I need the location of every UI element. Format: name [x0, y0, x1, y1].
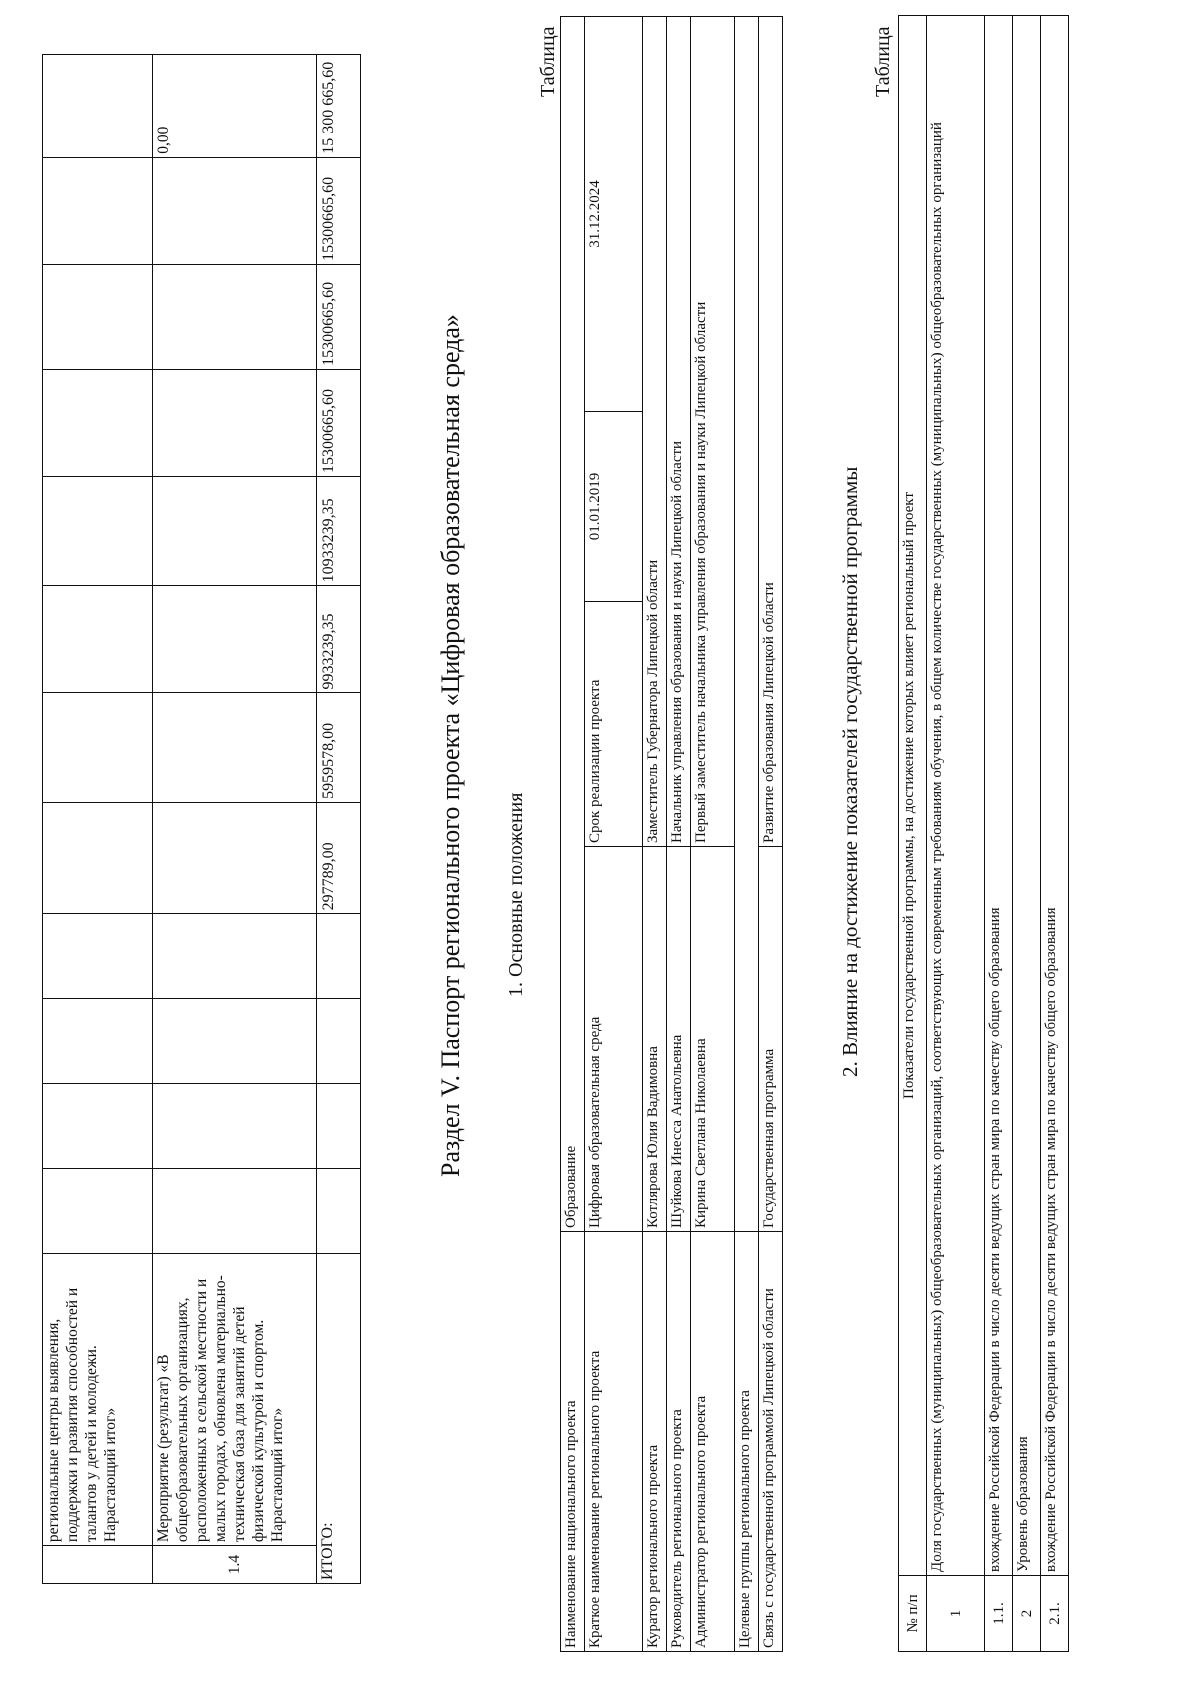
row-description: региональные центры выявления, поддержки и развития способностей и талантов у детей и молодежи. Нарастающий итог»	[43, 1253, 153, 1545]
field-value: Образование	[561, 16, 585, 1231]
table-row	[43, 55, 153, 1584]
basics-table	[560, 16, 783, 1652]
field-label: Руководитель регионального проекта	[667, 1232, 691, 1652]
total-value: 15 300 665,60	[317, 55, 361, 158]
field-value	[735, 16, 759, 1231]
total-value: 9933239,35	[317, 586, 361, 693]
table-row	[1013, 16, 1041, 1652]
indicators-table	[898, 15, 1069, 1652]
table-row	[153, 55, 317, 1584]
section-title: Раздел V. Паспорт регионального проекта «Цифровая образовательная среда»	[436, 314, 465, 1177]
total-value: 297789,00	[317, 802, 361, 914]
field-value: Государственная программа	[759, 847, 783, 1232]
field-label: Куратор регионального проекта	[643, 1232, 667, 1652]
table-row	[585, 16, 643, 1651]
row-description: Мероприятие (результат) «В общеобразовательных организациях, расположенных в сельской местности и малых городах, обновлена материально-техническая база для занятий детей физической культурой и спортом. Нарастающий итог»	[153, 1253, 317, 1545]
term-label: Срок реализации проекта	[585, 602, 643, 847]
total-label: ИТОГО:	[317, 1253, 361, 1583]
end-date: 31.12.2024	[585, 16, 643, 411]
results-table	[42, 54, 361, 1584]
table-label: Таблица	[872, 26, 894, 97]
row-number: 1.1.	[985, 1576, 1013, 1652]
row-number: 2	[1013, 1576, 1041, 1652]
table-row	[759, 16, 783, 1651]
total-value: 10933239,35	[317, 476, 361, 585]
field-label: Краткое наименование регионального проекта	[585, 1232, 643, 1652]
field-label: Связь с государственной программой Липецкой области	[759, 1232, 783, 1652]
table-row	[735, 16, 759, 1651]
total-value: 5959578,00	[317, 693, 361, 802]
field-value: Котлярова Юлия Вадимовна	[643, 847, 667, 1232]
indicator-text: Доля государственных (муниципальных) общеобразовательных организаций, соответствующих современным требованиям обучения, в общем количестве государственных (муниципальных) общеобразовательных организаций	[927, 16, 985, 1576]
section2-title: 2. Влияние на достижение показателей государственной программы	[838, 466, 862, 1077]
row-number: 2.1.	[1041, 1576, 1069, 1652]
table-row	[985, 16, 1013, 1652]
field-label: Целевые группы регионального проекта	[735, 1232, 759, 1652]
table-row	[561, 16, 585, 1651]
header-row	[899, 16, 927, 1652]
table-row	[1041, 16, 1069, 1652]
title-header: Показатели государственной программы, на достижение которых влияет региональный проект	[899, 16, 927, 1576]
position: Первый заместитель начальника управления образования и науки Липецкой области	[691, 16, 735, 846]
field-label: Администратор регионального проекта	[691, 1232, 735, 1652]
start-date: 01.01.2019	[585, 412, 643, 602]
table-row	[643, 16, 667, 1651]
field-value: Шуйкова Инесса Анатольевна	[667, 847, 691, 1232]
total-value: 15300665,60	[317, 369, 361, 476]
table-label: Таблица	[537, 26, 559, 97]
row-number-cell	[43, 1546, 153, 1584]
indicator-text: Уровень образования	[1013, 16, 1041, 1576]
total-value: 15300665,60	[317, 264, 361, 369]
table-row	[691, 16, 735, 1651]
row-number: 1.4	[153, 1546, 317, 1584]
table-row	[927, 16, 985, 1652]
value-cell: 0,00	[153, 55, 317, 158]
field-value: Кирина Светлана Николаевна	[691, 847, 735, 1232]
position: Развитие образования Липецкой области	[759, 16, 783, 846]
indicator-text: вхождение Российской Федерации в число десяти ведущих стран мира по качеству общего образования	[985, 16, 1013, 1576]
table-row	[667, 16, 691, 1651]
position: Заместитель Губернатора Липецкой области	[643, 16, 667, 846]
field-value: Цифровая образовательная среда	[585, 847, 643, 1232]
num-header: № п/п	[899, 1576, 927, 1652]
subsection-title: 1. Основные положения	[505, 792, 527, 997]
total-row	[317, 55, 361, 1584]
indicator-text: вхождение Российской Федерации в число десяти ведущих стран мира по качеству общего образования	[1041, 16, 1069, 1576]
total-value: 15300665,60	[317, 157, 361, 264]
field-label: Наименование национального проекта	[561, 1232, 585, 1652]
position: Начальник управления образования и науки Липецкой области	[667, 16, 691, 846]
row-number: 1	[927, 1576, 985, 1652]
